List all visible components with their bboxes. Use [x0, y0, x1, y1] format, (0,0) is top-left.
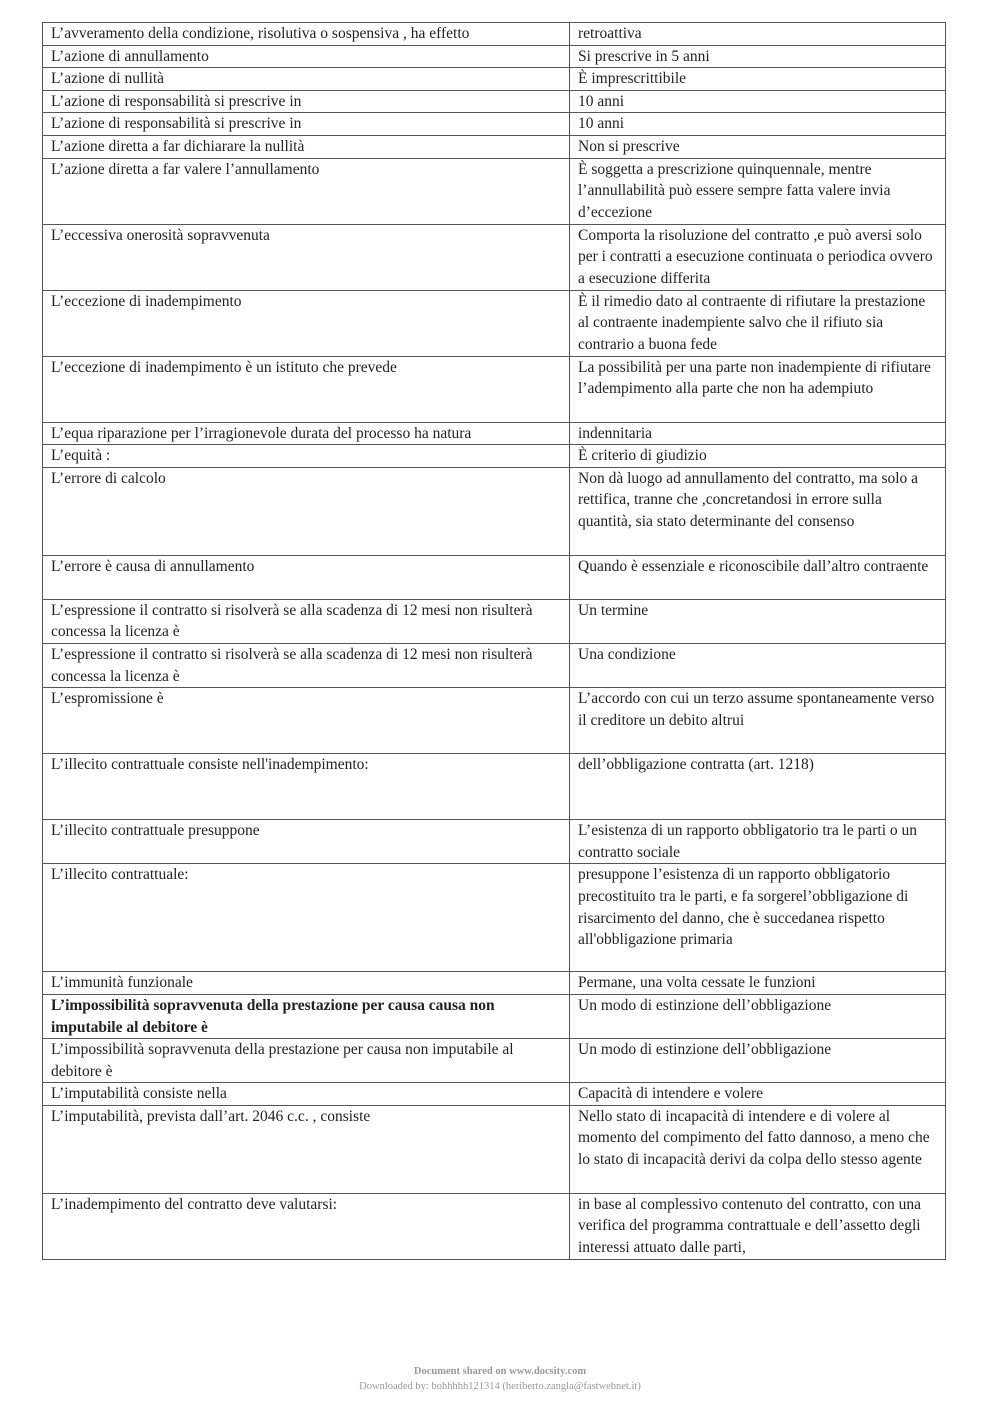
- question-cell: L’impossibilità sopravvenuta della prestazione per causa causa non imputabile al debitore è: [43, 994, 570, 1038]
- answer-cell: L’accordo con cui un terzo assume spontaneamente verso il creditore un debito altrui: [570, 688, 946, 754]
- answer-cell: Un modo di estinzione dell’obbligazione: [570, 994, 946, 1038]
- answer-cell: in base al complessivo contenuto del contratto, con una verifica del programma contrattuale e dell’assetto degli interessi attuato dalle parti,: [570, 1193, 946, 1259]
- table-row: [43, 422, 946, 445]
- answer-cell: È soggetta a prescrizione quinquennale, mentre l’annullabilità può essere sempre fatta valere invia d’eccezione: [570, 158, 946, 224]
- question-cell: L’espressione il contratto si risolverà se alla scadenza di 12 mesi non risulterà concessa la licenza è: [43, 599, 570, 643]
- table-row: [43, 445, 946, 468]
- answer-cell: Nello stato di incapacità di intendere e di volere al momento del compimento del fatto dannoso, a meno che lo stato di incapacità derivi da colpa dello stesso agente: [570, 1105, 946, 1193]
- qa-table: [42, 22, 946, 1260]
- question-cell: L’illecito contrattuale:: [43, 864, 570, 972]
- answer-cell: Un termine: [570, 599, 946, 643]
- table-row: [43, 643, 946, 687]
- answer-cell: Si prescrive in 5 anni: [570, 45, 946, 68]
- table-row: [43, 224, 946, 290]
- question-cell: L’azione di nullità: [43, 68, 570, 91]
- table-row: [43, 1083, 946, 1106]
- answer-cell: È imprescrittibile: [570, 68, 946, 91]
- footer-shared-notice: Document shared on www.docsity.com: [413, 1366, 587, 1377]
- answer-cell: Non si prescrive: [570, 135, 946, 158]
- table-row: [43, 135, 946, 158]
- answer-cell: Permane, una volta cessate le funzioni: [570, 972, 946, 995]
- question-cell: L’azione di responsabilità si prescrive in: [43, 113, 570, 136]
- table-row: [43, 864, 946, 972]
- table-row: [43, 599, 946, 643]
- table-row: [43, 555, 946, 599]
- question-cell: L’illecito contrattuale consiste nell'inadempimento:: [43, 754, 570, 820]
- answer-cell: La possibilità per una parte non inadempiente di rifiutare l’adempimento alla parte che non ha adempiuto: [570, 356, 946, 422]
- answer-cell: È criterio di giudizio: [570, 445, 946, 468]
- table-row: [43, 688, 946, 754]
- question-cell: L’errore di calcolo: [43, 467, 570, 555]
- question-cell: L’azione diretta a far valere l’annullamento: [43, 158, 570, 224]
- question-cell: L’avveramento della condizione, risolutiva o sospensiva , ha effetto: [43, 23, 570, 46]
- table-row: [43, 754, 946, 820]
- table-row: [43, 972, 946, 995]
- answer-cell: È il rimedio dato al contraente di rifiutare la prestazione al contraente inadempiente salvo che il rifiuto sia contrario a buona fede: [570, 290, 946, 356]
- question-cell: L’errore è causa di annullamento: [43, 555, 570, 599]
- table-row: [43, 113, 946, 136]
- answer-cell: dell’obbligazione contratta (art. 1218): [570, 754, 946, 820]
- answer-cell: 10 anni: [570, 113, 946, 136]
- table-row: [43, 45, 946, 68]
- table-row: [43, 23, 946, 46]
- table-row: [43, 68, 946, 91]
- question-cell: L’eccezione di inadempimento: [43, 290, 570, 356]
- table-row: [43, 467, 946, 555]
- answer-cell: L’esistenza di un rapporto obbligatorio tra le parti o un contratto sociale: [570, 820, 946, 864]
- answer-cell: Capacità di intendere e volere: [570, 1083, 946, 1106]
- question-cell: L’espromissione è: [43, 688, 570, 754]
- question-cell: L’azione di annullamento: [43, 45, 570, 68]
- answer-cell: Un modo di estinzione dell’obbligazione: [570, 1039, 946, 1083]
- question-cell: L’espressione il contratto si risolverà se alla scadenza di 12 mesi non risulterà concessa la licenza è: [43, 643, 570, 687]
- question-cell: L’imputabilità consiste nella: [43, 1083, 570, 1106]
- question-cell: L’eccessiva onerosità sopravvenuta: [43, 224, 570, 290]
- answer-cell: presuppone l’esistenza di un rapporto obbligatorio precostituito tra le parti, e fa sorgerel’obbligazione di risarcimento del danno, che è succedanea rispetto all'obbligazione primaria: [570, 864, 946, 972]
- question-cell: L’equità :: [43, 445, 570, 468]
- answer-cell: indennitaria: [570, 422, 946, 445]
- table-row: [43, 158, 946, 224]
- table-row: [43, 1193, 946, 1259]
- table-row: [43, 290, 946, 356]
- answer-cell: 10 anni: [570, 90, 946, 113]
- table-row: [43, 1105, 946, 1193]
- question-cell: L’immunità funzionale: [43, 972, 570, 995]
- answer-cell: Comporta la risoluzione del contratto ,e può aversi solo per i contratti a esecuzione continuata o periodica ovvero a esecuzione differita: [570, 224, 946, 290]
- answer-cell: Una condizione: [570, 643, 946, 687]
- table-row: [43, 820, 946, 864]
- question-cell: L’azione diretta a far dichiarare la nullità: [43, 135, 570, 158]
- qa-table-body: [43, 23, 946, 1260]
- table-row: [43, 1039, 946, 1083]
- table-row: [43, 356, 946, 422]
- question-cell: L’imputabilità, prevista dall’art. 2046 c.c. , consiste: [43, 1105, 570, 1193]
- table-row: [43, 994, 946, 1038]
- question-cell: L’illecito contrattuale presuppone: [43, 820, 570, 864]
- question-cell: L’eccezione di inadempimento è un istituto che prevede: [43, 356, 570, 422]
- question-cell: L’equa riparazione per l’irragionevole durata del processo ha natura: [43, 422, 570, 445]
- answer-cell: retroattiva: [570, 23, 946, 46]
- question-cell: L’azione di responsabilità si prescrive in: [43, 90, 570, 113]
- footer-download-notice: Downloaded by: bohhhhh121314 (heriberto.zangla@fastwebnet.it): [359, 1381, 641, 1392]
- answer-cell: Quando è essenziale e riconoscibile dall’altro contraente: [570, 555, 946, 599]
- answer-cell: Non dà luogo ad annullamento del contratto, ma solo a rettifica, tranne che ,concretandosi in errore sulla quantità, sia stato determinante del consenso: [570, 467, 946, 555]
- question-cell: L’impossibilità sopravvenuta della prestazione per causa non imputabile al debitore è: [43, 1039, 570, 1083]
- table-row: [43, 90, 946, 113]
- question-cell: L’inadempimento del contratto deve valutarsi:: [43, 1193, 570, 1259]
